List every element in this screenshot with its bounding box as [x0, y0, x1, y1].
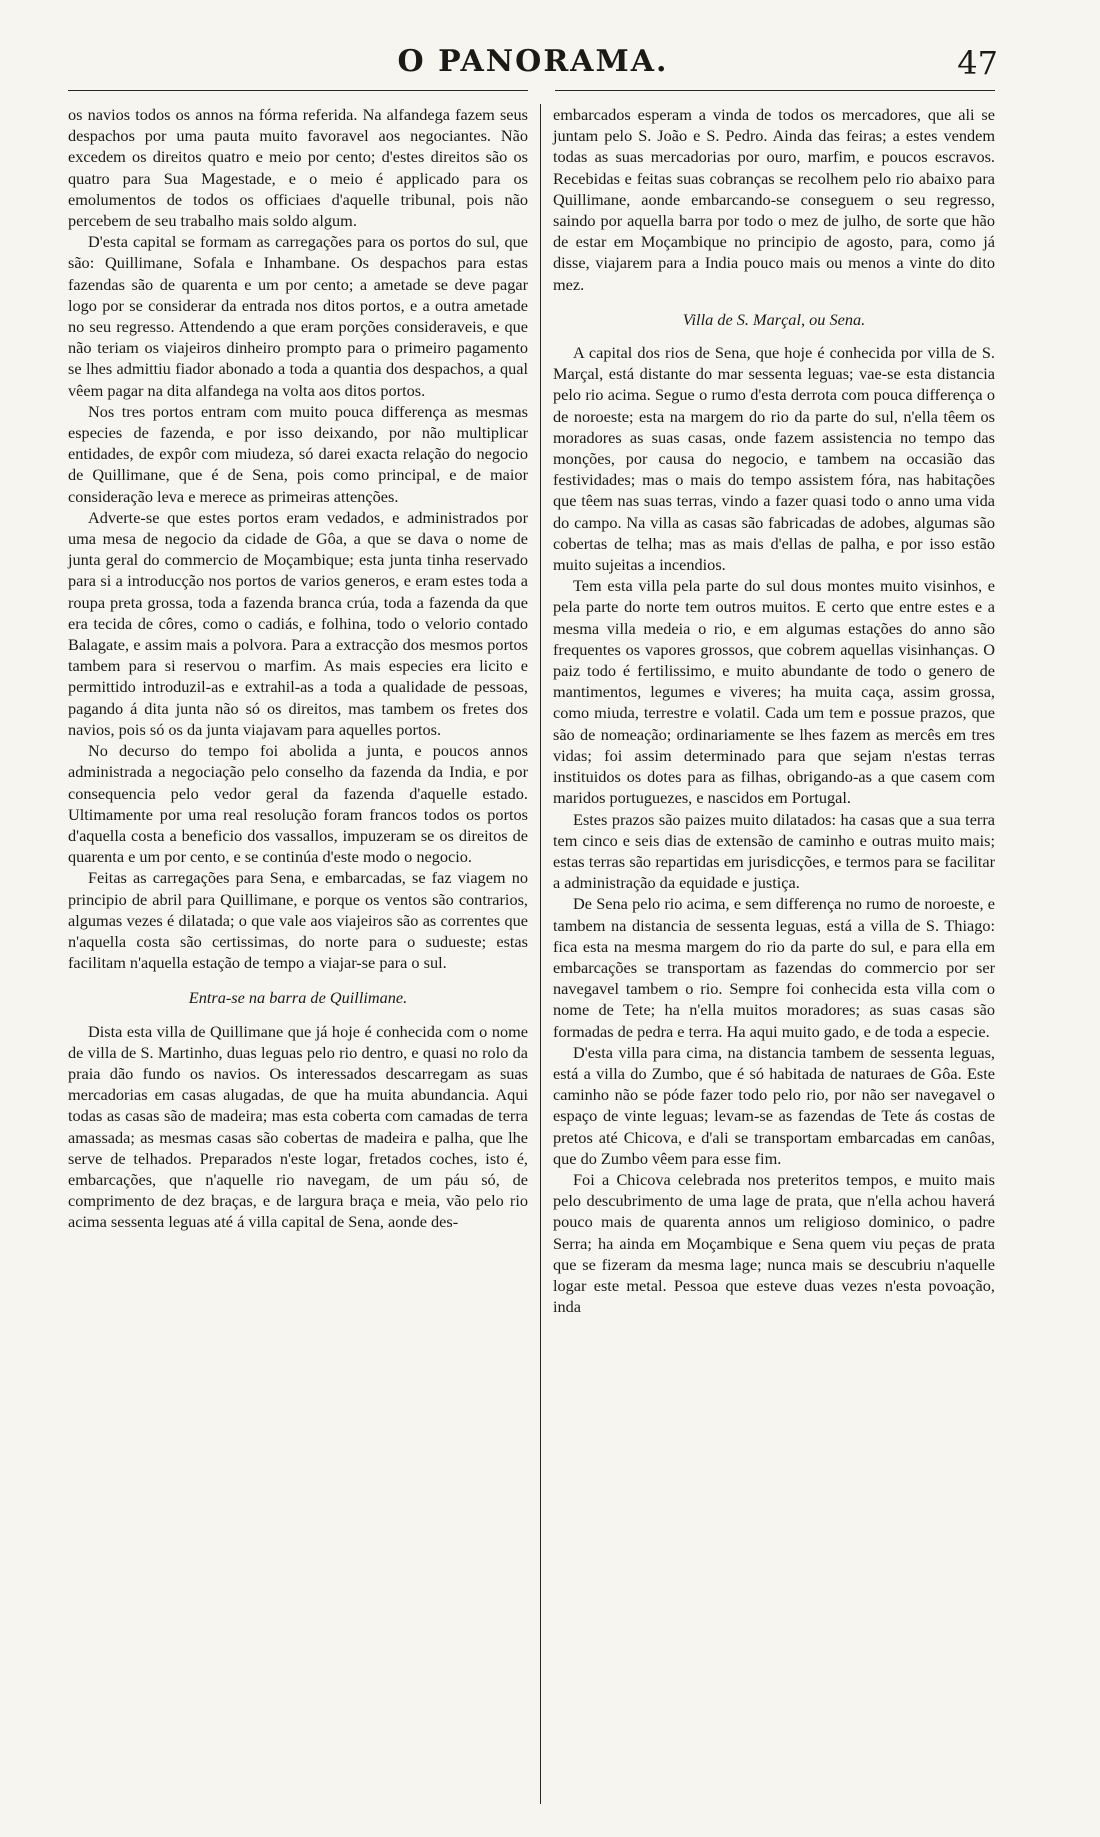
paragraph: No decurso do tempo foi abolida a junta, e poucos annos administrada a negociação pelo conselho da fazenda da India, e por consequencia pelo vedor geral da fazenda d'aquelle estado. Ultimamente por uma real resolução foram francos todos os portos d'aquella costa a beneficio dos vassallos, impuzeram se os direitos de quarenta e um por cento, e se continúa d'este modo o negocio.	[68, 741, 528, 867]
paragraph: embarcados esperam a vinda de todos os mercadores, que ali se juntam pelo S. João e S. Pedro. Ainda das feiras; a estes vendem todas as suas mercadorias por ouro, marfim, e poucos escravos. Recebidas e feitas suas cobranças se recolhem pelo rio abaixo para Quillimane, aonde embarcando-se conseguem o seu regresso, saindo por aquella barra por todo o mez de julho, de sorte que hão de estar em Moçambique no principio de agosto, para, como já disse, viajarem para a India pouco mais ou menos a vinte do dito mez.	[553, 105, 995, 294]
paragraph: os navios todos os annos na fórma referida. Na alfandega fazem seus despachos por uma pauta muito favoravel aos negociantes. Não excedem os direitos quatro e meio por cento; d'estes direitos são os quatro para Sua Magestade, e o meio é applicado para os emolumentos de todos os officiaes d'aquelle tribunal, pois não percebem de seu trabalho mais soldo algum.	[68, 105, 528, 231]
paragraph: Estes prazos são paizes muito dilatados: ha casas que a sua terra tem cinco e seis dias de extensão de caminho e outras muito mais; estas terras são repartidas em jurisdicções, e termos para se facilitar a administração da equidade e justiça.	[553, 809, 995, 893]
paragraph: Tem esta villa pela parte do sul dous montes muito visinhos, e pela parte do norte tem outros muitos. E certo que entre estes e a mesma villa medeia o rio, e em algumas estações do anno são frequentes os vapores grossos, que cobrem aquellas visinhanças. O paiz todo é fertilissimo, e muito abundante de todo o genero de mantimentos, legumes e viveres; ha muita caça, assim grossa, como miuda, terrestre e volatil. Cada um tem e possue prazos, que são de nomeação; ordinariamente se lhes fazem as mercês em tres vidas; foi assim determinado para que sejam n'estas terras instituidos os dotes para as filhas, obrigando-as a que casem com maridos portuguezes, e nascidos em Portugal.	[553, 576, 995, 808]
column-divider	[540, 104, 541, 1804]
paragraph: Nos tres portos entram com muito pouca differença as mesmas especies de fazenda, e por isso deixando, por não multiplicar entidades, de expôr com miudeza, só darei exacta relação do negocio de Quillimane, que é de Sena, pois como principal, e de maior consideração leva e merece as primeiras attenções.	[68, 401, 528, 506]
page-header	[68, 40, 998, 90]
paragraph: Adverte-se que estes portos eram vedados, e administrados por uma mesa de negocio da cidade de Gôa, a que se dava o nome de junta geral do commercio de Moçambique; esta junta tinha reservado para si a introducção nos portos de varios generos, e eram estes toda a roupa preta grossa, toda a fazenda branca crúa, toda a fazenda da que era tecida de côres, como o cadiás, e folhina, todo o velorio contado Balagate, e assim mais a polvora. Para a extracção dos mesmos portos tambem para si reservou o marfim. As mais especies era licito e permittido introduzil-as e extrahil-as a toda a qualidade de pessoas, pagando á dita junta não só os direitos, mas tambem os fretes dos navios, pois só os da junta viajavam para aquelles portos.	[68, 507, 528, 739]
left-column	[68, 104, 528, 1233]
paragraph: A capital dos rios de Sena, que hoje é conhecida por villa de S. Marçal, está distante do mar sessenta leguas; vae-se esta distancia pelo rio acima. Segue o rumo d'esta derrota com pouca differença o de noroeste; esta na margem do rio da parte do sul, n'ella têem os moradores as suas casas, onde fazem assistencia no tempo das monções, por causa do negocio, e tambem na occasião das festividades; mas o mais do tempo assistem fóra, nas habitações que têem nas suas terras, vindo a fazer quasi todo o anno uma vida do campo. Na villa as casas são fabricadas de adobes, algumas são cobertas de telha; mas as mais d'ellas de palha, e por isso estão muito sujeitas a incendios.	[553, 343, 995, 575]
right-column	[553, 104, 995, 1317]
paragraph: Foi a Chicova celebrada nos preteritos tempos, e muito mais pelo descubrimento de uma lage de prata, que n'ella achou haverá pouco mais de quarenta annos um religioso dominico, o padre Serra; ha ainda em Moçambique e Sena quem viu peças de prata que se fizeram da mesma lage; nunca mais se descubriu n'aquelle logar este metal. Pessoa que esteve duas vezes n'esta povoação, inda	[553, 1169, 995, 1317]
page-title: O PANORAMA.	[397, 44, 669, 79]
section-heading: Entra-se na barra de Quillimane.	[188, 988, 408, 1008]
header-rule-left	[68, 90, 528, 91]
header-rule-right	[555, 90, 995, 91]
paragraph: Feitas as carregações para Sena, e embarcadas, se faz viagem no principio de abril para Quillimane, e porque os ventos são contrarios, algumas vezes é dilatada; o que vale aos viajeiros são as correntes que n'aquella costa são certissimas, do norte para o sudueste; estas facilitam n'aquella estação de tempo a viajar-se para o sul.	[68, 868, 528, 973]
paragraph: D'esta villa para cima, na distancia tambem de sessenta leguas, está a villa do Zumbo, que é só habitada de naturaes de Gôa. Este caminho não se póde fazer todo pelo rio, por não ser navegavel o espaço de vinte leguas; levam-se as fazendas de Tete ás costas de pretos até Chicova, e d'ali se transportam embarcadas em canôas, que do Zumbo vêem para esse fim.	[553, 1042, 995, 1168]
section-heading: Villa de S. Marçal, ou Sena.	[682, 309, 866, 329]
page-number: 47	[957, 44, 998, 82]
paragraph: Dista esta villa de Quillimane que já hoje é conhecida com o nome de villa de S. Martinho, duas leguas pelo rio dentro, e quasi no rolo da praia dão fundo os navios. Os interessados descarregam as suas mercadorias em casas alugadas, de que ha muita abundancia. Aqui todas as casas são de madeira; mas esta coberta com camadas de terra amassada; as mesmas casas são cobertas de madeira e palha, que lhe serve de telhados. Preparados n'este logar, fretados coches, isto é, embarcações, que n'aquelle rio navegam, de um páu só, de comprimento de dez braças, e de largura braça e meia, vão pelo rio acima sessenta leguas até á villa capital de Sena, aonde des-	[68, 1021, 528, 1232]
paragraph: De Sena pelo rio acima, e sem differença no rumo de noroeste, e tambem na distancia de sessenta leguas, está a villa de S. Thiago: fica esta na mesma margem do rio da parte do sul, e para ella em embarcações se transportam as fazendas do commercio por ser navegavel tambem o rio. Sempre foi conhecida esta villa com o nome de Tete; ha n'ella muitos moradores; as suas casas são formadas de pedra e terra. Ha aqui muito gado, e de toda a especie.	[553, 894, 995, 1041]
paragraph: D'esta capital se formam as carregações para os portos do sul, que são: Quillimane, Sofala e Inhambane. Os despachos para estas fazendas são de quarenta e um por cento; a ametade se deve pagar logo por se considerar da entrada nos ditos portos, e a outra ametade no seu regresso. Attendendo a que eram porções consideraveis, e que não teriam os viajeiros dinheiro prompto para o primeiro pagamento se lhes admittiu fiador abonado a toda a quantia dos despachos, a qual vêem pagar na dita alfandega na volta aos ditos portos.	[68, 232, 528, 400]
